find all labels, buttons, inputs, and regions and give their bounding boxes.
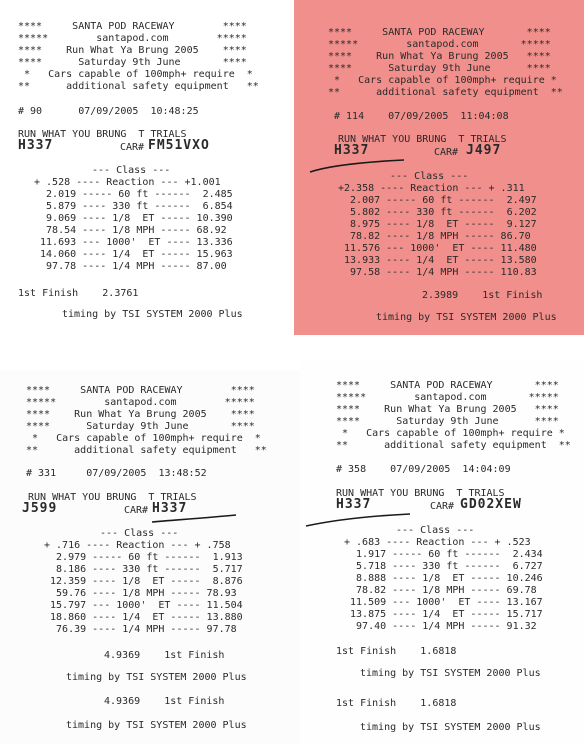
right-lane-car: GD02XEW — [460, 497, 522, 512]
run-info: # 114 07/09/2005 11:04:08 — [334, 111, 509, 122]
result-row-eighth-mph: 78.54 ---- 1/8 MPH ----- 68.92 — [34, 225, 227, 236]
result-row-reaction: + .683 ---- Reaction --- + .523 — [344, 537, 531, 548]
result-row-eighth-mph: 59.76 ---- 1/8 MPH ----- 78.93 — [44, 588, 237, 599]
result-row-60ft: 2.979 ----- 60 ft ------ 1.913 — [44, 552, 243, 563]
result-row-quarter-et: 18.860 ---- 1/4 ET ----- 13.880 — [44, 612, 243, 623]
result-row-quarter-et: 13.933 ---- 1/4 ET ----- 13.580 — [338, 255, 537, 266]
result-row-60ft: 2.019 ----- 60 ft ------ 2.485 — [34, 189, 233, 200]
class-header: --- Class --- — [390, 171, 469, 182]
header-line: ***** santapod.com ***** — [18, 33, 247, 44]
header-line: ***** santapod.com ***** — [328, 39, 551, 50]
trial-title: RUN WHAT YOU BRUNG T TRIALS — [28, 492, 197, 503]
trial-title: RUN WHAT YOU BRUNG T TRIALS — [338, 134, 507, 145]
result-row-1000ft-et: 15.797 --- 1000' ET ---- 11.504 — [44, 600, 243, 611]
header-line: ** additional safety equipment ** — [26, 445, 267, 456]
right-lane-car: H337 — [152, 501, 188, 516]
class-header: --- Class --- — [92, 165, 171, 176]
footer-timing: timing by TSI SYSTEM 2000 Plus — [66, 672, 247, 683]
run-info: # 358 07/09/2005 14:04:09 — [336, 464, 511, 475]
footer-timing: timing by TSI SYSTEM 2000 Plus — [360, 668, 541, 679]
finish-line-repeat: 1st Finish 1.6818 — [336, 698, 457, 709]
result-row-quarter-et: 14.060 ---- 1/4 ET ----- 15.963 — [34, 249, 233, 260]
timeslip-run-331 — [0, 370, 300, 744]
class-header: --- Class --- — [100, 528, 179, 539]
result-row-reaction: + .528 ---- Reaction --- +1.001 — [34, 177, 221, 188]
finish-line: 4.9369 1st Finish — [104, 650, 225, 661]
trial-title: RUN WHAT YOU BRUNG T TRIALS — [336, 488, 505, 499]
result-row-330ft: 5.879 ---- 330 ft ------ 6.854 — [34, 201, 233, 212]
finish-line: 1st Finish 1.6818 — [336, 646, 457, 657]
result-row-1000ft-et: 11.509 --- 1000' ET ---- 13.167 — [344, 597, 543, 608]
run-info: # 90 07/09/2005 10:48:25 — [18, 106, 199, 117]
result-row-60ft: 2.007 ----- 60 ft ------ 2.497 — [338, 195, 537, 206]
header-line: **** Run What Ya Brung 2005 **** — [18, 45, 247, 56]
header-line: * Cars capable of 100mph+ require * — [18, 69, 253, 80]
result-row-60ft: 1.917 ----- 60 ft ------ 2.434 — [344, 549, 543, 560]
header-line: **** SANTA POD RACEWAY **** — [26, 385, 255, 396]
header-line: ***** santapod.com ***** — [336, 392, 559, 403]
result-row-1000ft-et: 11.693 --- 1000' ET ---- 13.336 — [34, 237, 233, 248]
result-row-eighth-et: 12.359 ---- 1/8 ET ----- 8.876 — [44, 576, 243, 587]
result-row-eighth-mph: 78.82 ---- 1/8 MPH ----- 69.78 — [344, 585, 537, 596]
header-line: ** additional safety equipment ** — [18, 81, 259, 92]
class-header: --- Class --- — [396, 525, 475, 536]
finish-line: 1st Finish 2.3761 — [18, 288, 139, 299]
timeslip-run-114 — [294, 0, 584, 335]
header-line: ** additional safety equipment ** — [336, 440, 571, 451]
timeslip-run-90 — [0, 0, 294, 335]
footer-timing: timing by TSI SYSTEM 2000 Plus — [376, 312, 557, 323]
result-row-330ft: 8.186 ---- 330 ft ------ 5.717 — [44, 564, 243, 575]
header-line: **** Saturday 9th June **** — [18, 57, 247, 68]
header-line: **** Run What Ya Brung 2005 **** — [336, 404, 559, 415]
trial-title: RUN WHAT YOU BRUNG T TRIALS — [18, 129, 187, 140]
result-row-330ft: 5.802 ---- 330 ft ------ 6.202 — [338, 207, 537, 218]
header-line: **** SANTA POD RACEWAY **** — [328, 27, 551, 38]
header-line: ** additional safety equipment ** — [328, 87, 563, 98]
header-line: ***** santapod.com ***** — [26, 397, 255, 408]
result-row-reaction: +2.358 ---- Reaction --- + .311 — [338, 183, 525, 194]
result-row-quarter-mph: 97.78 ---- 1/4 MPH ----- 87.00 — [34, 261, 227, 272]
result-row-1000ft-et: 11.576 --- 1000' ET ---- 11.480 — [338, 243, 537, 254]
header-line: **** Saturday 9th June **** — [336, 416, 559, 427]
result-row-quarter-mph: 97.40 ---- 1/4 MPH ----- 91.32 — [344, 621, 537, 632]
left-lane-car: H337 — [18, 138, 54, 153]
header-line: * Cars capable of 100mph+ require * — [26, 433, 261, 444]
right-lane-car: J497 — [466, 143, 502, 158]
header-line: * Cars capable of 100mph+ require * — [336, 428, 565, 439]
header-line: **** Run What Ya Brung 2005 **** — [328, 51, 551, 62]
finish-line-repeat: 4.9369 1st Finish — [104, 696, 225, 707]
header-line: **** SANTA POD RACEWAY **** — [18, 21, 247, 32]
header-line: **** Run What Ya Brung 2005 **** — [26, 409, 255, 420]
result-row-eighth-et: 9.069 ---- 1/8 ET ----- 10.390 — [34, 213, 233, 224]
result-row-eighth-mph: 78.82 ---- 1/8 MPH ----- 86.70 — [338, 231, 531, 242]
header-line: **** Saturday 9th June **** — [26, 421, 255, 432]
header-line: * Cars capable of 100mph+ require * — [328, 75, 557, 86]
car-number-label: CAR# — [124, 505, 149, 516]
header-line: **** SANTA POD RACEWAY **** — [336, 380, 559, 391]
timeslip-run-358 — [300, 360, 584, 744]
right-lane-car: FM51VXO — [148, 138, 210, 153]
left-lane-car: J599 — [22, 501, 58, 516]
car-number-label: CAR# — [430, 501, 455, 512]
result-row-quarter-mph: 97.58 ---- 1/4 MPH ----- 110.83 — [338, 267, 537, 278]
result-row-reaction: + .716 ---- Reaction --- + .758 — [44, 540, 231, 551]
result-row-eighth-et: 8.975 ---- 1/8 ET ----- 9.127 — [338, 219, 537, 230]
result-row-330ft: 5.718 ---- 330 ft ------ 6.727 — [344, 561, 543, 572]
left-lane-car: H337 — [336, 497, 372, 512]
footer-timing-repeat: timing by TSI SYSTEM 2000 Plus — [66, 720, 247, 731]
pen-underline-mark — [150, 512, 240, 526]
result-row-eighth-et: 8.888 ---- 1/8 ET ----- 10.246 — [344, 573, 543, 584]
result-row-quarter-mph: 76.39 ---- 1/4 MPH ----- 97.78 — [44, 624, 237, 635]
left-lane-car: H337 — [334, 143, 370, 158]
footer-timing: timing by TSI SYSTEM 2000 Plus — [62, 309, 243, 320]
car-number-label: CAR# — [434, 147, 459, 158]
car-number-label: CAR# — [120, 142, 145, 153]
footer-timing-repeat: timing by TSI SYSTEM 2000 Plus — [360, 722, 541, 733]
result-row-quarter-et: 13.875 ---- 1/4 ET ----- 15.717 — [344, 609, 543, 620]
run-info: # 331 07/09/2005 13:48:52 — [26, 468, 207, 479]
header-line: **** Saturday 9th June **** — [328, 63, 551, 74]
finish-line: 2.3989 1st Finish — [422, 290, 543, 301]
